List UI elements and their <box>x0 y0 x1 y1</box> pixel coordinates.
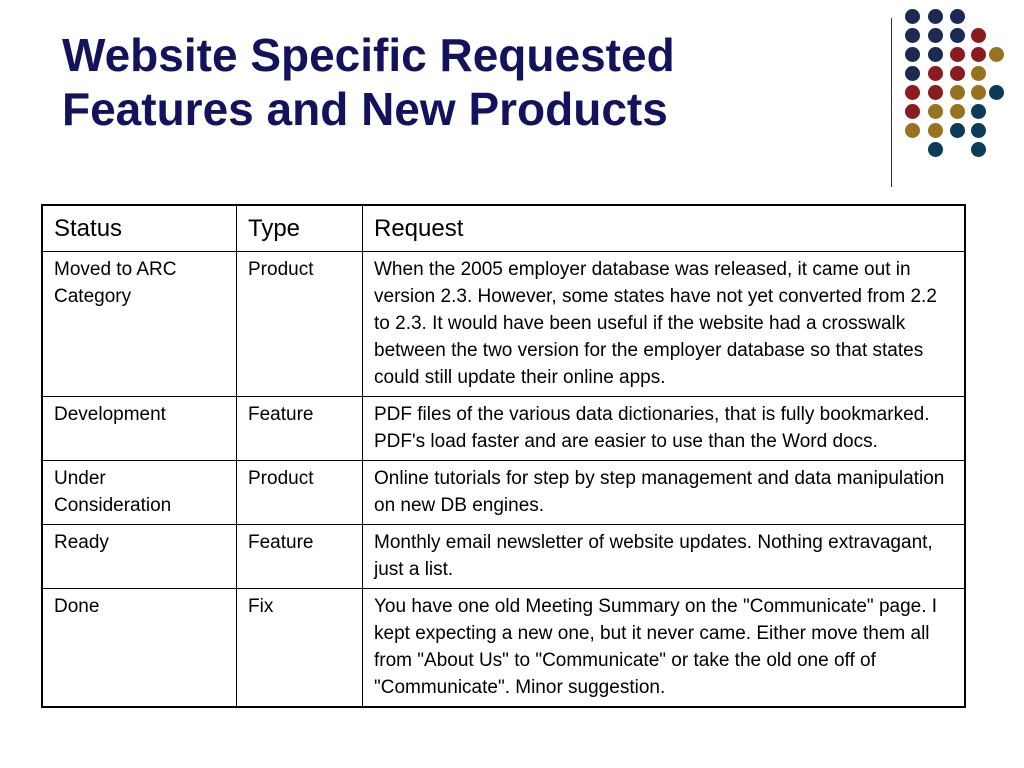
title-divider <box>891 18 892 187</box>
decorative-dot <box>905 9 920 24</box>
decorative-dot <box>950 66 965 81</box>
row-request: Online tutorials for step by step management and data manipulation on new DB engines. <box>363 461 966 525</box>
decorative-dot <box>971 142 986 157</box>
decorative-dot <box>971 123 986 138</box>
table-row <box>42 461 965 525</box>
table-row <box>42 589 965 708</box>
row-type: Product <box>237 252 363 397</box>
row-status: Under Consideration <box>42 461 237 525</box>
row-type: Feature <box>237 525 363 589</box>
decorative-dot <box>971 66 986 81</box>
row-type: Product <box>237 461 363 525</box>
decorative-dot <box>928 85 943 100</box>
decorative-dot <box>950 123 965 138</box>
row-status: Moved to ARC Category <box>42 252 237 397</box>
decorative-dot <box>928 47 943 62</box>
decorative-dot <box>989 85 1004 100</box>
header-status: Status <box>42 205 237 252</box>
row-request: Monthly email newsletter of website updates. Nothing extravagant, just a list. <box>363 525 966 589</box>
table-header-row <box>42 205 965 252</box>
decorative-dot <box>905 28 920 43</box>
decorative-dot <box>905 123 920 138</box>
row-status: Done <box>42 589 237 708</box>
decorative-dot <box>971 85 986 100</box>
decorative-dot <box>928 104 943 119</box>
slide-title <box>62 28 862 136</box>
header-request: Request <box>363 205 966 252</box>
decorative-dot <box>905 104 920 119</box>
decorative-dot <box>971 104 986 119</box>
decorative-dot <box>950 28 965 43</box>
row-status: Ready <box>42 525 237 589</box>
decorative-dot <box>950 47 965 62</box>
row-type: Fix <box>237 589 363 708</box>
decorative-dot <box>950 9 965 24</box>
row-type: Feature <box>237 397 363 461</box>
requests-table <box>41 204 966 708</box>
slide-title-line-1: Website Specific Requested <box>62 29 675 81</box>
decorative-dot <box>989 47 1004 62</box>
decorative-dot <box>928 142 943 157</box>
decorative-dot <box>905 47 920 62</box>
decorative-dot <box>905 85 920 100</box>
row-request: You have one old Meeting Summary on the "Communicate" page. I kept expecting a new one, but it never came. Either move them all from "About Us" to "Communicate" or take the old one off of "Communicate". Minor suggestion. <box>363 589 966 708</box>
table-row <box>42 252 965 397</box>
row-request: When the 2005 employer database was released, it came out in version 2.3. However, some states have not yet converted from 2.2 to 2.3. It would have been useful if the website had a crosswalk between the two version for the employer database so that states could still update their online apps. <box>363 252 966 397</box>
table-row <box>42 525 965 589</box>
decorative-dot <box>971 47 986 62</box>
decorative-dot <box>928 9 943 24</box>
row-request: PDF files of the various data dictionaries, that is fully bookmarked. PDF's load faster and are easier to use than the Word docs. <box>363 397 966 461</box>
table-row <box>42 397 965 461</box>
slide-title-line-2: Features and New Products <box>62 83 668 135</box>
decorative-dot <box>950 104 965 119</box>
header-type: Type <box>237 205 363 252</box>
decorative-dot <box>928 123 943 138</box>
decorative-dot <box>971 28 986 43</box>
decorative-dot <box>928 66 943 81</box>
decorative-dot <box>950 85 965 100</box>
decorative-dot <box>905 66 920 81</box>
decorative-dot <box>928 28 943 43</box>
row-status: Development <box>42 397 237 461</box>
